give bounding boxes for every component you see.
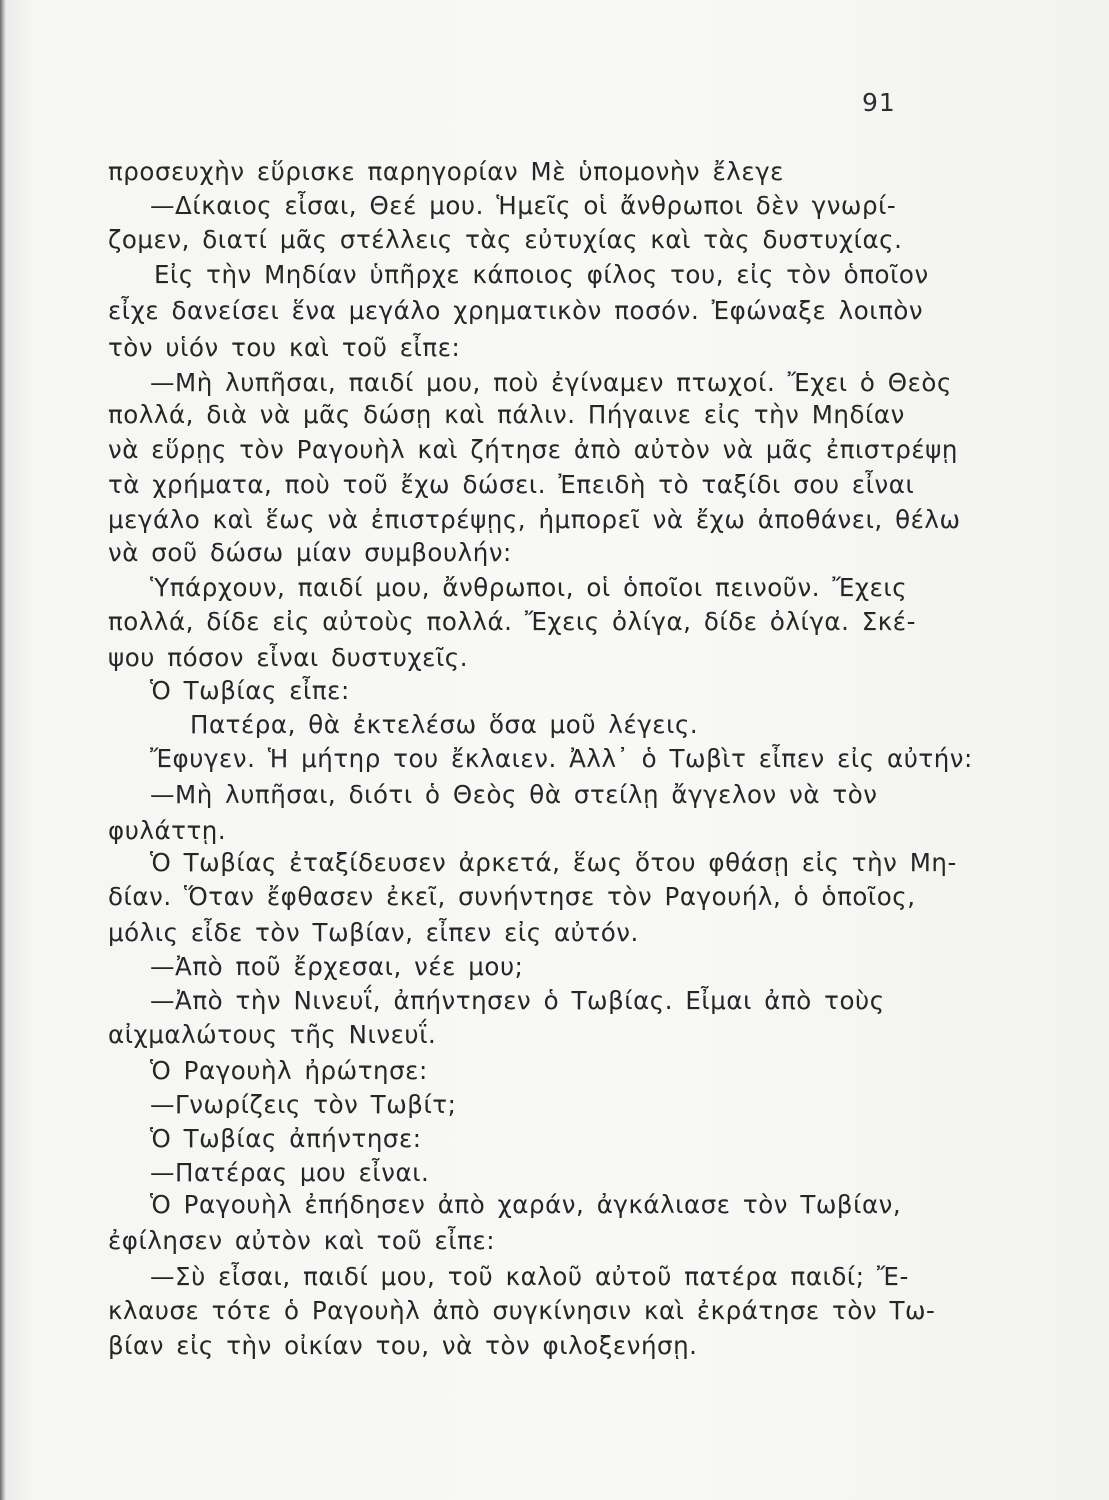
text-line: Ὁ Τωβίας ἀπήντησε:	[150, 1124, 422, 1153]
text-line: —Σὺ εἶσαι, παιδί μου, τοῦ καλοῦ αὐτοῦ πατέρα παιδί; Ἔ-	[150, 1262, 909, 1291]
text-line: ψου πόσον εἶναι δυστυχεῖς.	[108, 643, 469, 672]
text-line: Ὁ Τωβίας ἐταξίδευσεν ἀρκετά, ἕως ὅτου φθάσῃ εἰς τὴν Μη-	[150, 848, 957, 877]
text-line: φυλάττῃ.	[108, 816, 227, 845]
text-line: βίαν εἰς τὴν οἰκίαν του, νὰ τὸν φιλοξενήσῃ.	[108, 1331, 698, 1360]
text-line: τὰ χρήματα, ποὺ τοῦ ἔχω δώσει. Ἐπειδὴ τὸ ταξίδι σου εἶναι	[108, 470, 915, 499]
text-line: κλαυσε τότε ὁ Ραγουὴλ ἀπὸ συγκίνησιν καὶ ἐκράτησε τὸν Τω-	[108, 1296, 936, 1325]
text-line: —Πατέρας μου εἶναι.	[150, 1158, 430, 1187]
text-line: νὰ σοῦ δώσω μίαν συμβουλήν:	[108, 538, 512, 567]
text-line: ἐφίλησεν αὐτὸν καὶ τοῦ εἶπε:	[108, 1226, 496, 1255]
text-line: εἶχε δανείσει ἕνα μεγάλο χρηματικὸν ποσόν. Ἐφώναξε λοιπὸν	[108, 296, 924, 325]
text-line: δίαν. Ὅταν ἔφθασεν ἐκεῖ, συνήντησε τὸν Ραγουήλ, ὁ ὁποῖος,	[108, 882, 916, 911]
text-line: πολλά, δίδε εἰς αὐτοὺς πολλά. Ἔχεις ὀλίγα, δίδε ὀλίγα. Σκέ-	[108, 607, 916, 636]
text-line: πολλά, διὰ νὰ μᾶς δώσῃ καὶ πάλιν. Πήγαινε εἰς τὴν Μηδίαν	[108, 400, 905, 429]
text-line: Εἰς τὴν Μηδίαν ὑπῆρχε κάποιος φίλος του, εἰς τὸν ὁποῖον	[154, 260, 929, 289]
text-line: Ὑπάρχουν, παιδί μου, ἄνθρωποι, οἱ ὁποῖοι πεινοῦν. Ἔχεις	[150, 573, 908, 602]
text-line: Ὁ Ραγουὴλ ἠρώτησε:	[150, 1056, 428, 1085]
text-line: —Ἀπὸ ποῦ ἔρχεσαι, νέε μου;	[150, 952, 524, 981]
text-line: τὸν υἱόν του καὶ τοῦ εἶπε:	[108, 333, 461, 362]
text-line: αἰχμαλώτους τῆς Νινευΐ.	[108, 1020, 437, 1049]
text-line: ζομεν, διατί μᾶς στέλλεις τὰς εὐτυχίας καὶ τὰς δυστυχίας.	[108, 225, 903, 254]
text-line: μόλις εἶδε τὸν Τωβίαν, εἶπεν εἰς αὐτόν.	[108, 918, 639, 947]
text-line: προσευχὴν εὕρισκε παρηγορίαν Μὲ ὑπομονὴν ἔλεγε	[108, 157, 784, 186]
text-line: —Δίκαιος εἶσαι, Θεέ μου. Ἡμεῖς οἱ ἄνθρωποι δὲν γνωρί-	[150, 191, 897, 220]
text-line: Ἔφυγεν. Ἡ μήτηρ του ἔκλαιεν. Ἀλλ᾽ ὁ Τωβὶτ εἶπεν εἰς αὐτήν:	[150, 744, 973, 773]
text-line: —Γνωρίζεις τὸν Τωβίτ;	[150, 1090, 457, 1119]
text-line: Ὁ Τωβίας εἶπε:	[150, 676, 350, 705]
text-line: —Μὴ λυπῆσαι, διότι ὁ Θεὸς θὰ στείλῃ ἄγγελον νὰ τὸν	[150, 780, 878, 809]
page-number: 91	[862, 88, 896, 117]
text-line: —Μὴ λυπῆσαι, παιδί μου, ποὺ ἐγίναμεν πτωχοί. Ἔχει ὁ Θεὸς	[150, 368, 952, 397]
text-line: νὰ εὕρῃς τὸν Ραγουὴλ καὶ ζήτησε ἀπὸ αὐτὸν νὰ μᾶς ἐπιστρέψῃ	[108, 435, 958, 464]
text-line: Πατέρα, θὰ ἐκτελέσω ὅσα μοῦ λέγεις.	[190, 710, 699, 739]
text-line: —Ἀπὸ τὴν Νινευΐ, ἀπήντησεν ὁ Τωβίας. Εἶμαι ἀπὸ τοὺς	[150, 986, 885, 1015]
text-line: μεγάλο καὶ ἕως νὰ ἐπιστρέψῃς, ἠμπορεῖ νὰ ἔχω ἀποθάνει, θέλω	[108, 505, 961, 534]
text-line: Ὁ Ραγουὴλ ἐπήδησεν ἀπὸ χαράν, ἀγκάλιασε τὸν Τωβίαν,	[150, 1190, 902, 1219]
